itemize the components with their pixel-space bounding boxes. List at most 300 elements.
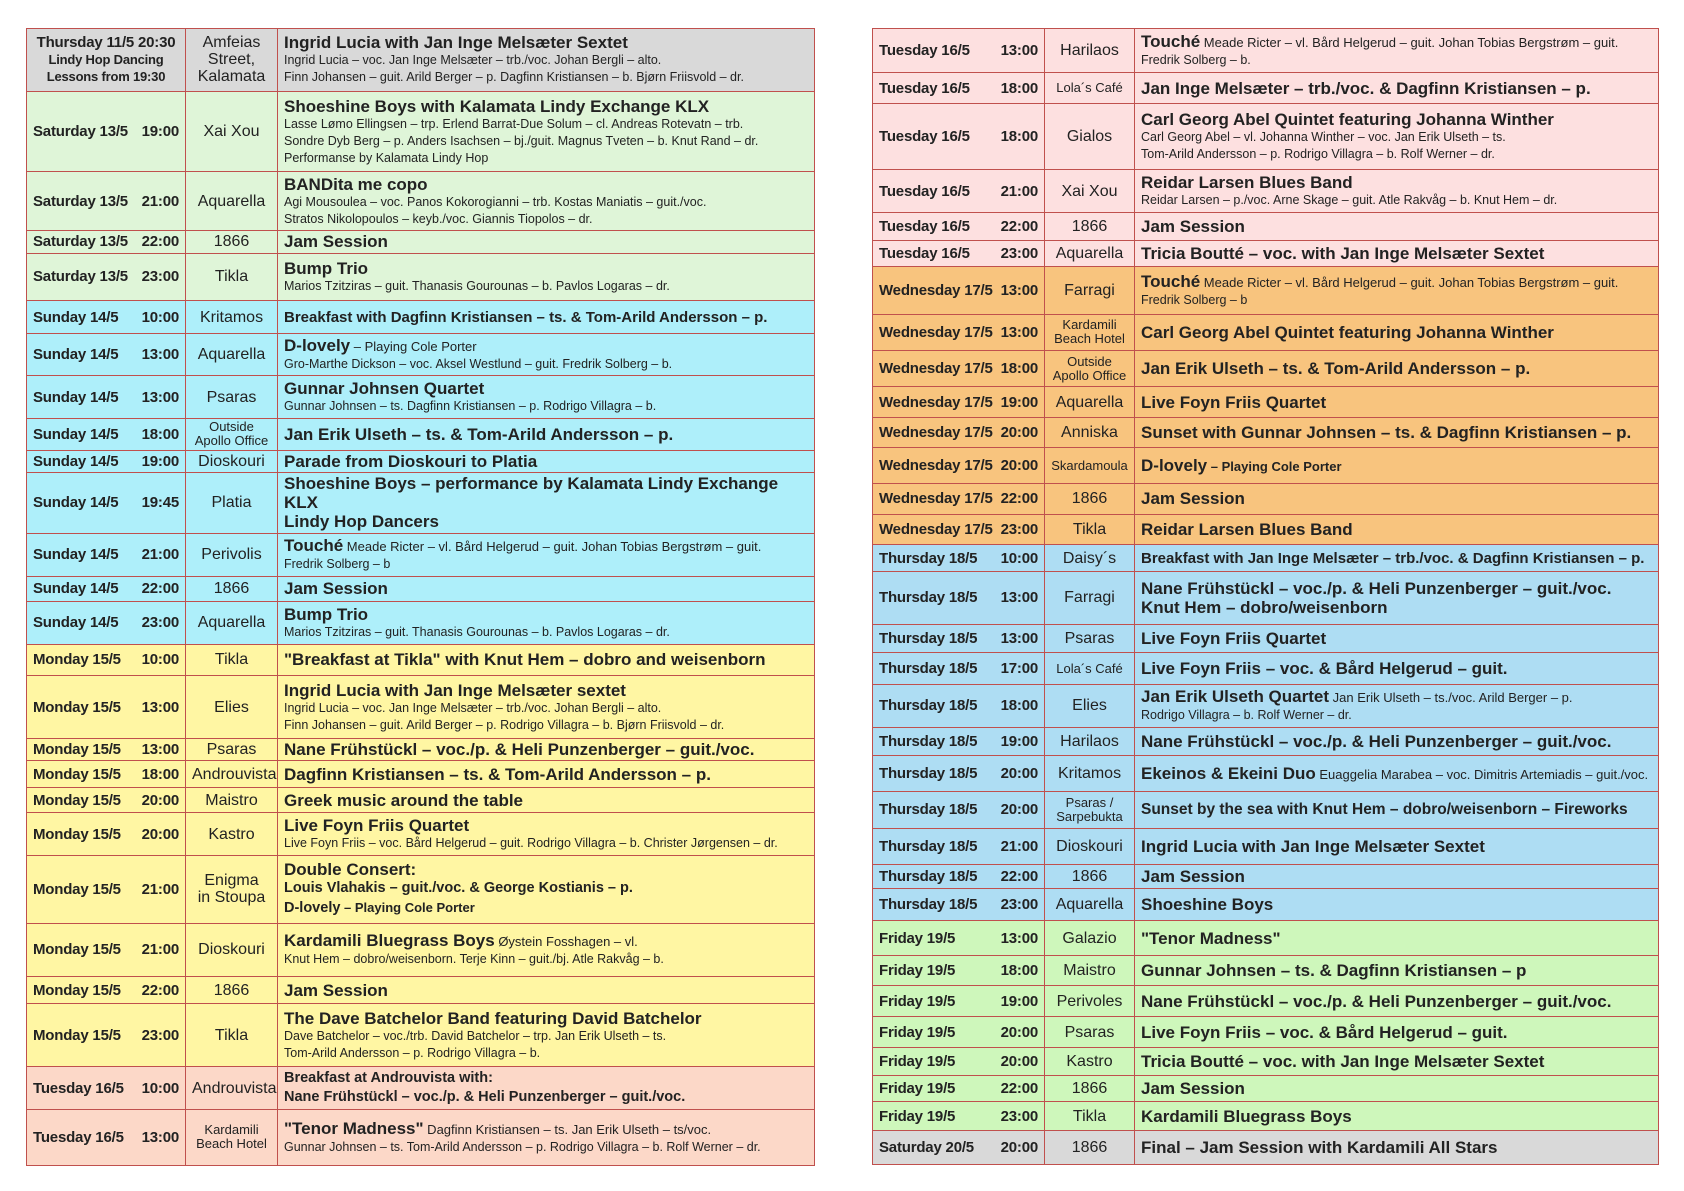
date-time-cell xyxy=(873,514,1045,544)
date-time-wrap xyxy=(879,930,1038,947)
venue-cell xyxy=(186,533,278,576)
date-time-wrap xyxy=(879,660,1038,677)
event-detail: Finn Johansen – guit. Arild Berger – p. Dagfinn Kristiansen – b. Bjørn Friisvold – dr. xyxy=(284,70,744,85)
venue-cell xyxy=(1045,727,1135,755)
event-title: Nane Frühstückl – voc./p. & Heli Punzenberger – guit./voc. xyxy=(284,1089,686,1106)
date-time-wrap xyxy=(879,962,1038,979)
venue-label: Tikla xyxy=(1072,520,1107,538)
date-time-wrap xyxy=(879,1108,1038,1125)
date-time-cell xyxy=(27,601,186,644)
date-time-cell xyxy=(27,231,186,253)
event-title: Reidar Larsen Blues Band xyxy=(1141,173,1353,193)
event-cell xyxy=(1135,572,1659,625)
date-time-cell xyxy=(27,855,186,923)
venue-label: 1866 xyxy=(213,233,250,251)
event-cell xyxy=(1135,755,1659,791)
event-title: "Breakfast at Tikla" with Knut Hem – dobro and weisenborn xyxy=(284,650,766,670)
event-cell xyxy=(278,1004,815,1067)
date-time-wrap xyxy=(33,826,179,843)
venue-cell xyxy=(186,813,278,856)
date-time-wrap xyxy=(879,245,1038,262)
event-line xyxy=(1141,1052,1652,1071)
date-time-cell xyxy=(27,576,186,601)
venue-cell xyxy=(1045,921,1135,955)
event-line xyxy=(284,259,808,278)
venue-cell xyxy=(1045,314,1135,350)
venue-label: Elies xyxy=(214,698,249,716)
time-label: 21:00 xyxy=(141,546,179,564)
time-label: 23:00 xyxy=(141,1026,179,1044)
venue-cell xyxy=(1045,1075,1135,1101)
event-line xyxy=(1141,579,1652,598)
day-label: Wednesday 17/5 xyxy=(879,520,993,538)
date-time-wrap xyxy=(33,766,179,783)
day-label: Tuesday 16/5 xyxy=(33,1128,124,1146)
date-time-wrap xyxy=(879,457,1038,474)
schedule-row xyxy=(27,576,815,601)
venue-label: Farragi xyxy=(1064,589,1115,607)
schedule-row xyxy=(27,376,815,419)
date-time-wrap xyxy=(33,1027,179,1044)
venue-cell xyxy=(186,576,278,601)
venue-label: Outside xyxy=(209,419,254,435)
venue-label: Anniska xyxy=(1061,423,1118,441)
venue-label: Androuvista xyxy=(192,1079,277,1097)
venue-label: Psaras xyxy=(1064,629,1115,647)
date-time-wrap xyxy=(879,801,1038,818)
day-label: Sunday 14/5 xyxy=(33,580,119,598)
venue-label: Perivolis xyxy=(201,546,262,564)
venue-cell xyxy=(186,472,278,533)
venue-label: Aquarella xyxy=(1055,393,1124,411)
time-label: 20:00 xyxy=(141,825,179,843)
day-label: Monday 15/5 xyxy=(33,791,121,809)
day-label: Thursday 18/5 xyxy=(879,629,978,647)
time-label: 18:00 xyxy=(1000,961,1038,979)
schedule-row xyxy=(873,792,1659,828)
day-label: Wednesday 17/5 xyxy=(879,490,993,508)
time-label: 23:00 xyxy=(1000,245,1038,263)
venue-cell xyxy=(1045,685,1135,727)
venue-label: Psaras xyxy=(206,388,257,406)
schedule-row xyxy=(27,1067,815,1110)
event-title: Jam Session xyxy=(1141,867,1245,887)
schedule-row xyxy=(27,976,815,1003)
event-line xyxy=(284,898,808,918)
venue-label: Psaras xyxy=(206,741,257,759)
event-detail: Live Foyn Friis – voc. Bård Helgerud – guit. Rodrigo Villagra – b. Christer Jørgensen – dr. xyxy=(284,836,778,851)
date-time-cell xyxy=(27,91,186,171)
event-cell xyxy=(1135,1075,1659,1101)
schedule-row xyxy=(873,986,1659,1017)
event-cell xyxy=(1135,314,1659,350)
date-time-wrap xyxy=(33,426,179,443)
venue-cell xyxy=(1045,170,1135,212)
event-cell xyxy=(1135,351,1659,387)
time-label: 13:00 xyxy=(141,388,179,406)
schedule-row xyxy=(873,314,1659,350)
event-line xyxy=(284,1069,808,1088)
date-time-wrap xyxy=(33,982,179,999)
day-label: Wednesday 17/5 xyxy=(879,281,993,299)
event-line xyxy=(1141,992,1652,1011)
venue-cell xyxy=(186,376,278,419)
event-detail: Marios Tzitziras – guit. Thanasis Gourounas – b. Pavlos Logaras – dr. xyxy=(284,624,670,639)
event-line xyxy=(284,512,808,531)
time-label: 19:00 xyxy=(1000,732,1038,750)
venue-label: Gialos xyxy=(1066,128,1113,146)
date-time-wrap xyxy=(33,614,179,631)
venue-label: Platia xyxy=(211,494,252,512)
venue-label: Lola´s Café xyxy=(1056,80,1123,96)
event-cell xyxy=(1135,447,1659,483)
event-detail: Tom-Arild Andersson – p. Rodrigo Villagra – b. xyxy=(284,1045,541,1060)
date-time-cell xyxy=(873,544,1045,571)
event-title: Lindy Hop Dancers xyxy=(284,512,439,532)
event-line xyxy=(1141,598,1652,617)
event-cell xyxy=(278,419,815,450)
venue-cell xyxy=(1045,624,1135,652)
event-line xyxy=(1141,764,1652,784)
event-line xyxy=(284,931,808,951)
time-label: 23:00 xyxy=(141,614,179,632)
venue-cell xyxy=(186,29,278,92)
event-title: Ekeinos & Ekeini Duo xyxy=(1141,763,1316,783)
event-title: Jam Session xyxy=(284,579,388,599)
day-label: Friday 19/5 xyxy=(879,992,956,1010)
day-label: Monday 15/5 xyxy=(33,651,121,669)
schedule-row xyxy=(27,533,815,576)
schedule-column-left xyxy=(26,28,815,1166)
event-title: Gunnar Johnsen – ts. & Dagfinn Kristiansen – p xyxy=(1141,960,1527,980)
date-time-wrap xyxy=(879,896,1038,913)
day-label: Friday 19/5 xyxy=(879,1080,956,1098)
date-time-cell xyxy=(873,417,1045,447)
schedule-row xyxy=(873,727,1659,755)
venue-label: Harilaos xyxy=(1060,732,1119,750)
event-cell xyxy=(1135,986,1659,1017)
schedule-row xyxy=(873,652,1659,684)
schedule-row xyxy=(27,301,815,334)
date-time-wrap xyxy=(879,550,1038,567)
date-time-wrap xyxy=(33,580,179,597)
event-line xyxy=(1141,1138,1652,1157)
event-line xyxy=(1141,837,1652,856)
event-detail: Stratos Nikolopoulos – keyb./voc. Giannis Tiopolos – dr. xyxy=(284,211,593,226)
date-time-wrap xyxy=(879,218,1038,235)
event-detail: Gunnar Johnsen – ts. Dagfinn Kristiansen – p. Rodrigo Villagra – b. xyxy=(284,399,657,414)
schedule-row xyxy=(873,921,1659,955)
date-time-cell xyxy=(873,29,1045,73)
date-time-cell xyxy=(873,572,1045,625)
time-label: 17:00 xyxy=(1000,660,1038,678)
venue-cell xyxy=(186,676,278,739)
event-title: Final – Jam Session with Kardamili All Stars xyxy=(1141,1138,1498,1158)
day-label: Monday 15/5 xyxy=(33,941,121,959)
day-label: Friday 19/5 xyxy=(879,929,956,947)
date-time-cell xyxy=(873,1017,1045,1047)
date-time-wrap xyxy=(879,733,1038,750)
event-title: Live Foyn Friis – voc. & Bård Helgerud – guit. xyxy=(1141,1022,1508,1042)
venue-label: Sarpebukta xyxy=(1056,808,1123,824)
schedule-row xyxy=(873,514,1659,544)
event-title: Sunset with Gunnar Johnsen – ts. & Dagfinn Kristiansen – p. xyxy=(1141,422,1632,442)
event-line xyxy=(284,33,808,52)
event-cell xyxy=(278,739,815,761)
venue-label: Street, xyxy=(207,51,256,69)
time-label: 20:00 xyxy=(1000,457,1038,475)
event-cell xyxy=(1135,955,1659,985)
schedule-row xyxy=(27,1109,815,1165)
schedule-row xyxy=(873,864,1659,888)
venue-cell xyxy=(1045,417,1135,447)
time-label: 19:00 xyxy=(1000,992,1038,1010)
venue-cell xyxy=(186,450,278,472)
event-cell xyxy=(1135,685,1659,727)
venue-cell xyxy=(1045,29,1135,73)
event-line xyxy=(1141,732,1652,751)
date-time-cell xyxy=(873,1047,1045,1075)
date-time-wrap xyxy=(879,360,1038,377)
venue-label: Kardamili xyxy=(1062,317,1117,333)
event-title: Jan Erik Ulseth – ts. & Tom-Arild Andersson – p. xyxy=(1141,359,1531,379)
event-title: Breakfast with Jan Inge Melsæter – trb./voc. & Dagfinn Kristiansen – p. xyxy=(1141,549,1645,567)
schedule-row xyxy=(873,1131,1659,1165)
schedule-row xyxy=(873,103,1659,170)
event-cell xyxy=(1135,792,1659,828)
day-label: Friday 19/5 xyxy=(879,961,956,979)
date-time-wrap xyxy=(33,699,179,716)
day-label: Thursday 18/5 xyxy=(879,549,978,567)
event-line xyxy=(284,452,808,471)
event-cell xyxy=(1135,103,1659,170)
event-cell xyxy=(1135,387,1659,417)
date-time-cell xyxy=(27,29,186,92)
date-time-cell xyxy=(27,472,186,533)
venue-label: Aquarella xyxy=(197,192,266,210)
time-label: 22:00 xyxy=(1000,217,1038,235)
event-title: Shoeshine Boys xyxy=(1141,895,1274,915)
date-time-cell xyxy=(873,484,1045,514)
date-time-cell xyxy=(873,351,1045,387)
venue-cell xyxy=(1045,889,1135,921)
event-line xyxy=(284,740,808,759)
schedule-row xyxy=(873,73,1659,103)
time-label: 18:00 xyxy=(1000,79,1038,97)
event-title: Ingrid Lucia with Jan Inge Melsæter Sextet xyxy=(1141,836,1485,856)
venue-label: Kastro xyxy=(1066,1052,1113,1070)
event-title: Touché xyxy=(1141,271,1201,291)
date-time-cell xyxy=(27,376,186,419)
time-label: 23:00 xyxy=(141,268,179,286)
time-label: 21:00 xyxy=(141,880,179,898)
date-time-wrap xyxy=(879,838,1038,855)
event-cell xyxy=(278,1067,815,1110)
event-line xyxy=(1141,1079,1652,1098)
venue-label: 1866 xyxy=(1071,217,1108,235)
venue-cell xyxy=(1045,212,1135,240)
date-time-cell xyxy=(873,241,1045,267)
schedule-row xyxy=(27,91,815,171)
venue-label: Tikla xyxy=(214,651,249,669)
venue-label: Lola´s Café xyxy=(1056,660,1123,676)
venue-cell xyxy=(186,91,278,171)
venue-label: in Stoupa xyxy=(197,889,266,907)
date-time-cell xyxy=(873,755,1045,791)
event-line xyxy=(1141,110,1652,129)
schedule-row xyxy=(27,676,815,739)
venue-cell xyxy=(1045,351,1135,387)
venue-cell xyxy=(186,644,278,675)
event-cell xyxy=(1135,1047,1659,1075)
date-time-cell xyxy=(27,1109,186,1165)
event-line xyxy=(1141,272,1652,292)
date-time-wrap xyxy=(879,868,1038,885)
time-label: 10:00 xyxy=(141,1079,179,1097)
time-label: 20:00 xyxy=(1000,1023,1038,1041)
event-title: Nane Frühstückl – voc./p. & Heli Punzenberger – guit./voc. xyxy=(1141,991,1612,1011)
event-title: Greek music around the table xyxy=(284,790,524,810)
date-time-cell xyxy=(873,652,1045,684)
event-subtitle: – Playing Cole Porter xyxy=(1207,458,1342,474)
date-time-cell xyxy=(27,923,186,976)
event-detail: Fredrik Solberg – b xyxy=(284,557,391,572)
event-subtitle: – Playing Cole Porter xyxy=(340,900,475,916)
day-label: Saturday 13/5 xyxy=(33,123,128,141)
day-label: Thursday 18/5 xyxy=(879,896,978,914)
date-time-wrap xyxy=(33,1129,179,1146)
time-label: 13:00 xyxy=(141,741,179,759)
event-line xyxy=(1141,1023,1652,1042)
day-label: Wednesday 17/5 xyxy=(879,323,993,341)
date-time-cell xyxy=(27,1004,186,1067)
day-label: Sunday 14/5 xyxy=(33,494,119,512)
day-label: Monday 15/5 xyxy=(33,698,121,716)
time-label: 19:00 xyxy=(1000,393,1038,411)
venue-cell xyxy=(1045,755,1135,791)
venue-label: Amfeias xyxy=(202,34,261,52)
date-time-cell xyxy=(27,813,186,856)
schedule-table-left xyxy=(26,28,815,1166)
event-line xyxy=(1141,1107,1652,1126)
venue-cell xyxy=(1045,828,1135,864)
date-time-wrap xyxy=(879,1024,1038,1041)
event-line xyxy=(1141,895,1652,914)
schedule-row xyxy=(27,419,815,450)
time-label: 23:00 xyxy=(1000,896,1038,914)
day-label: Thursday 18/5 xyxy=(879,837,978,855)
time-label: 22:00 xyxy=(141,233,179,251)
event-detail: Marios Tzitziras – guit. Thanasis Gourounas – b. Pavlos Logaras – dr. xyxy=(284,278,670,293)
event-line xyxy=(284,536,808,556)
event-cell xyxy=(1135,514,1659,544)
date-time-wrap xyxy=(879,993,1038,1010)
schedule-row xyxy=(873,544,1659,571)
event-title: Tricia Boutté – voc. with Jan Inge Melsæter Sextet xyxy=(1141,1051,1545,1071)
schedule-row xyxy=(27,172,815,231)
venue-label: Aquarella xyxy=(1055,245,1124,263)
time-label: 19:45 xyxy=(141,494,179,512)
time-label: 22:00 xyxy=(141,580,179,598)
date-time-wrap xyxy=(879,394,1038,411)
date-time-cell xyxy=(873,792,1045,828)
venue-cell xyxy=(1045,1131,1135,1165)
venue-label: Outside xyxy=(1067,353,1112,369)
venue-cell xyxy=(1045,103,1135,170)
day-label: Thursday 18/5 xyxy=(879,732,978,750)
schedule-row xyxy=(873,828,1659,864)
event-cell xyxy=(1135,29,1659,73)
venue-cell xyxy=(186,761,278,787)
venue-label: 1866 xyxy=(1071,1139,1108,1157)
event-title: Nane Frühstückl – voc./p. & Heli Punzenberger – guit./voc. xyxy=(1141,578,1612,598)
time-label: 20:00 xyxy=(1000,801,1038,819)
event-title: Jan Inge Melsæter – trb./voc. & Dagfinn Kristiansen – p. xyxy=(1141,78,1591,98)
venue-label: Kastro xyxy=(208,825,255,843)
event-title: Tricia Boutté – voc. with Jan Inge Melsæter Sextet xyxy=(1141,244,1545,264)
day-label: Monday 15/5 xyxy=(33,981,121,999)
date-time-wrap xyxy=(879,183,1038,200)
venue-label: Androuvista xyxy=(192,765,277,783)
event-detail: Performanse by Kalamata Lindy Hop xyxy=(284,150,489,165)
event-detail: Carl Georg Abel – vl. Johanna Winther – voc. Jan Erik Ulseth – ts. xyxy=(1141,130,1506,145)
time-label: 20:00 xyxy=(1000,1139,1038,1157)
event-line xyxy=(284,308,808,327)
event-cell xyxy=(278,376,815,419)
venue-cell xyxy=(186,855,278,923)
time-label: 22:00 xyxy=(1000,1080,1038,1098)
time-label: 13:00 xyxy=(141,346,179,364)
event-detail: Fredrik Solberg – b. xyxy=(1141,53,1251,68)
venue-cell xyxy=(186,787,278,812)
schedule-row xyxy=(27,739,815,761)
event-line xyxy=(1141,800,1652,819)
date-time-cell xyxy=(873,624,1045,652)
time-label: 22:00 xyxy=(1000,868,1038,886)
event-title: Knut Hem – dobro/weisenborn xyxy=(1141,597,1388,617)
day-label: Thursday 18/5 xyxy=(879,660,978,678)
event-lineup: Euaggelia Marabea – voc. Dimitris Artemiadis – guit./voc. xyxy=(1315,766,1649,782)
schedule-row xyxy=(873,447,1659,483)
venue-label: Aquarella xyxy=(197,614,266,632)
venue-cell xyxy=(1045,955,1135,985)
event-cell xyxy=(1135,267,1659,314)
day-label: Monday 15/5 xyxy=(33,765,121,783)
venue-label: Dioskouri xyxy=(198,941,265,959)
event-cell xyxy=(1135,921,1659,955)
date-time-cell xyxy=(873,73,1045,103)
event-title: Ingrid Lucia with Jan Inge Melsæter sextet xyxy=(284,680,626,700)
schedule-row xyxy=(27,1004,815,1067)
venue-cell xyxy=(186,301,278,334)
event-title: Nane Frühstückl – voc./p. & Heli Punzenberger – guit./voc. xyxy=(1141,731,1612,751)
venue-label: Galazio xyxy=(1062,929,1117,947)
time-label: 20:00 xyxy=(1000,1052,1038,1070)
venue-label: Maistro xyxy=(1063,961,1116,979)
time-label: 20:00 xyxy=(1000,765,1038,783)
event-detail: Gro-Marthe Dickson – voc. Aksel Westlund – guit. Fredrik Solberg – b. xyxy=(284,357,673,372)
date-time-wrap xyxy=(879,128,1038,145)
schedule-row xyxy=(873,484,1659,514)
schedule-row xyxy=(873,1102,1659,1131)
date-time-cell xyxy=(27,1067,186,1110)
schedule-row xyxy=(873,29,1659,73)
date-time-wrap xyxy=(879,589,1038,606)
date-time-cell xyxy=(873,828,1045,864)
day-label: Tuesday 16/5 xyxy=(33,1079,124,1097)
event-cell xyxy=(1135,73,1659,103)
event-detail: Knut Hem – dobro/weisenborn. Terje Kinn – guit./bj. Atle Rakvåg – b. xyxy=(284,952,664,967)
